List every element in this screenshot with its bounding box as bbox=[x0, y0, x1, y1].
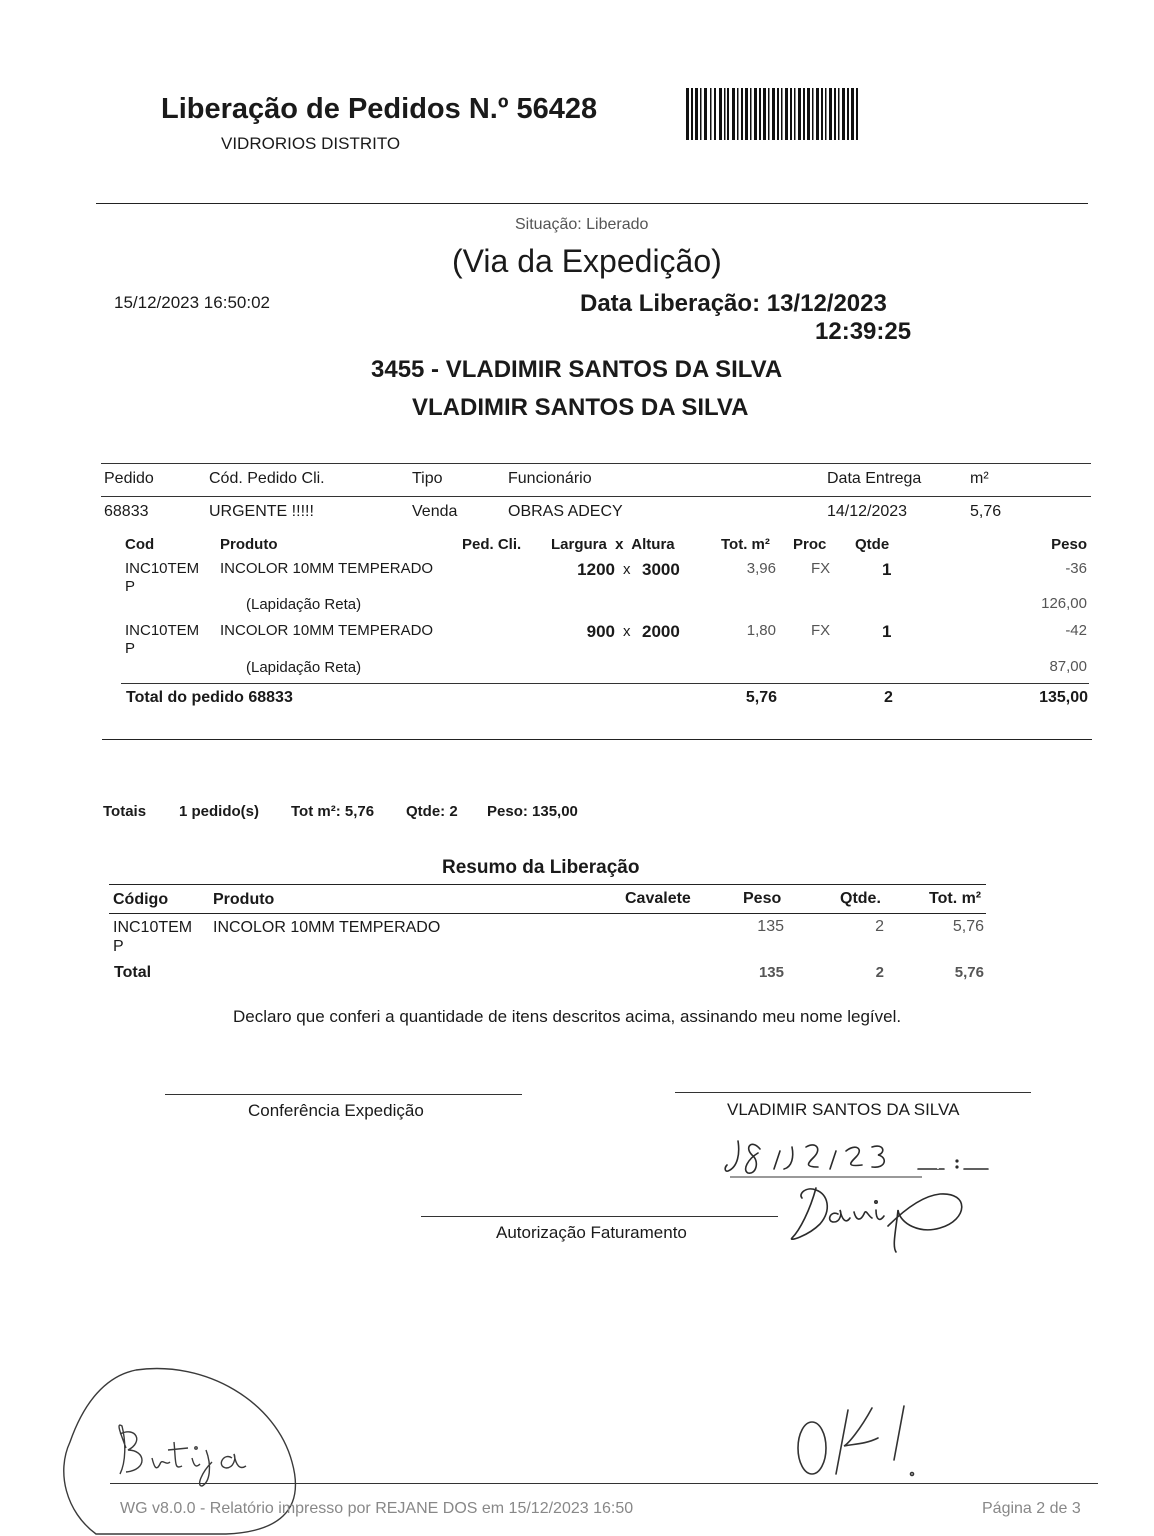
signature-client-label: VLADIMIR SANTOS DA SILVA bbox=[727, 1100, 960, 1119]
item-peso-top: -36 bbox=[1065, 560, 1087, 577]
print-datetime: 15/12/2023 16:50:02 bbox=[114, 293, 270, 312]
resumo-total-tot-m2: 5,76 bbox=[954, 964, 984, 981]
item-largura: 1200 bbox=[577, 560, 615, 579]
col-header-tipo: Tipo bbox=[412, 470, 443, 487]
item-header-produto: Produto bbox=[220, 536, 278, 553]
signature-conferencia-label: Conferência Expedição bbox=[248, 1101, 424, 1120]
resumo-header-peso: Peso bbox=[743, 890, 782, 907]
client-name: VLADIMIR SANTOS DA SILVA bbox=[412, 394, 749, 421]
item-peso-top: -42 bbox=[1065, 622, 1087, 639]
resumo-produto: INCOLOR 10MM TEMPERADO bbox=[213, 919, 441, 936]
order-table-top-line bbox=[101, 463, 1091, 464]
signature-line-client bbox=[675, 1092, 1031, 1093]
situacao-status: Situação: Liberado bbox=[515, 216, 649, 233]
item-cod-cont: P bbox=[125, 640, 136, 657]
data-liberacao: Data Liberação: 13/12/2023 bbox=[580, 290, 887, 317]
item-qtde: 1 bbox=[882, 560, 892, 579]
order-m2: 5,76 bbox=[970, 503, 1002, 520]
resumo-header-qtde: Qtde. bbox=[840, 890, 881, 907]
item-qtde: 1 bbox=[882, 622, 892, 641]
item-proc: FX bbox=[811, 622, 831, 639]
order-data-entrega: 14/12/2023 bbox=[827, 503, 908, 520]
item-header-peso: Peso bbox=[1051, 536, 1087, 553]
item-header-qtde: Qtde bbox=[855, 536, 890, 553]
totais-m2: Tot m²: 5,76 bbox=[291, 803, 375, 820]
footer-line bbox=[110, 1483, 1098, 1484]
item-tot-m2: 1,80 bbox=[746, 622, 776, 639]
item-produto: INCOLOR 10MM TEMPERADO bbox=[220, 622, 434, 639]
item-x: x bbox=[623, 623, 631, 640]
resumo-title: Resumo da Liberação bbox=[442, 857, 640, 878]
client-line: 3455 - VLADIMIR SANTOS DA SILVA bbox=[371, 356, 783, 383]
resumo-header-codigo: Código bbox=[113, 891, 169, 908]
item-cod: INC10TEM bbox=[125, 560, 200, 577]
resumo-header-produto: Produto bbox=[213, 891, 275, 908]
item-header-proc: Proc bbox=[793, 536, 827, 553]
item-cod-cont: P bbox=[125, 578, 136, 595]
signature-line-autorizacao bbox=[421, 1216, 778, 1217]
resumo-header-tot-m2: Tot. m² bbox=[929, 890, 982, 907]
resumo-qtde: 2 bbox=[875, 918, 884, 935]
col-header-pedido: Pedido bbox=[104, 470, 154, 487]
footer-report-info: WG v8.0.0 - Relatório impresso por REJANE DOS em 15/12/2023 16:50 bbox=[120, 1500, 634, 1517]
footer-page-number: Página 2 de 3 bbox=[982, 1500, 1081, 1517]
item-altura: 3000 bbox=[642, 560, 680, 579]
data-liberacao-time: 12:39:25 bbox=[815, 318, 912, 345]
resumo-total-qtde: 2 bbox=[875, 964, 884, 981]
item-cod: INC10TEM bbox=[125, 622, 200, 639]
totais-label: Totais bbox=[103, 803, 147, 820]
order-total-peso: 135,00 bbox=[1039, 689, 1088, 706]
ok-mark bbox=[790, 1400, 930, 1484]
item-header-cod: Cod bbox=[125, 536, 155, 553]
order-cod-pedido-cli: URGENTE !!!!! bbox=[209, 503, 314, 520]
declaration-text: Declaro que conferi a quantidade de itens descritos acima, assinando meu nome legível. bbox=[233, 1007, 902, 1026]
resumo-codigo-cont: P bbox=[113, 938, 124, 955]
item-x: x bbox=[623, 561, 631, 578]
item-header-ped-cli: Ped. Cli. bbox=[462, 536, 522, 553]
col-header-cod-pedido-cli: Cód. Pedido Cli. bbox=[209, 470, 325, 487]
col-header-m2: m² bbox=[970, 470, 989, 487]
item-peso: 87,00 bbox=[1049, 658, 1087, 675]
order-total-label: Total do pedido 68833 bbox=[126, 689, 293, 706]
order-total-line bbox=[121, 683, 1089, 684]
order-tipo: Venda bbox=[412, 503, 458, 520]
item-largura: 900 bbox=[586, 622, 615, 641]
signature-line-conferencia bbox=[165, 1094, 522, 1095]
totais-pedidos: 1 pedido(s) bbox=[179, 803, 260, 820]
item-proc: FX bbox=[811, 560, 831, 577]
resumo-top-line bbox=[109, 884, 986, 885]
resumo-header-line bbox=[109, 913, 986, 914]
signature-autorizacao-label: Autorização Faturamento bbox=[496, 1223, 687, 1242]
order-pedido: 68833 bbox=[104, 503, 149, 520]
resumo-peso: 135 bbox=[757, 918, 784, 935]
item-tot-m2: 3,96 bbox=[746, 560, 776, 577]
order-table-bottom-line bbox=[102, 739, 1092, 740]
item-header-largura-altura: Largura x Altura bbox=[551, 536, 675, 553]
item-lapidacao: (Lapidação Reta) bbox=[246, 596, 362, 613]
resumo-total-peso: 135 bbox=[758, 964, 784, 981]
barcode bbox=[686, 88, 861, 140]
col-header-data-entrega: Data Entrega bbox=[827, 470, 922, 487]
handwritten-signature bbox=[780, 1180, 980, 1260]
item-lapidacao: (Lapidação Reta) bbox=[246, 659, 362, 676]
resumo-header-cavalete: Cavalete bbox=[625, 890, 691, 907]
via-label: (Via da Expedição) bbox=[452, 243, 722, 279]
company-name: VIDRORIOS DISTRITO bbox=[221, 134, 401, 153]
totais-qtde: Qtde: 2 bbox=[406, 803, 458, 820]
resumo-total-label: Total bbox=[114, 964, 152, 981]
order-total-m2: 5,76 bbox=[745, 689, 777, 706]
order-funcionario: OBRAS ADECY bbox=[508, 503, 623, 520]
header-divider bbox=[96, 203, 1088, 204]
order-total-qtde: 2 bbox=[884, 689, 893, 706]
item-altura: 2000 bbox=[642, 622, 680, 641]
resumo-codigo: INC10TEM bbox=[113, 919, 193, 936]
item-produto: INCOLOR 10MM TEMPERADO bbox=[220, 560, 434, 577]
item-header-tot-m2: Tot. m² bbox=[721, 536, 770, 553]
order-header-line bbox=[101, 496, 1091, 497]
col-header-funcionario: Funcionário bbox=[508, 470, 592, 487]
document-title: Liberação de Pedidos N.º 56428 bbox=[161, 93, 598, 125]
time-blank: __:__ bbox=[918, 1156, 959, 1173]
totais-peso: Peso: 135,00 bbox=[487, 803, 578, 820]
item-peso: 126,00 bbox=[1041, 595, 1087, 612]
resumo-tot-m2: 5,76 bbox=[952, 918, 984, 935]
